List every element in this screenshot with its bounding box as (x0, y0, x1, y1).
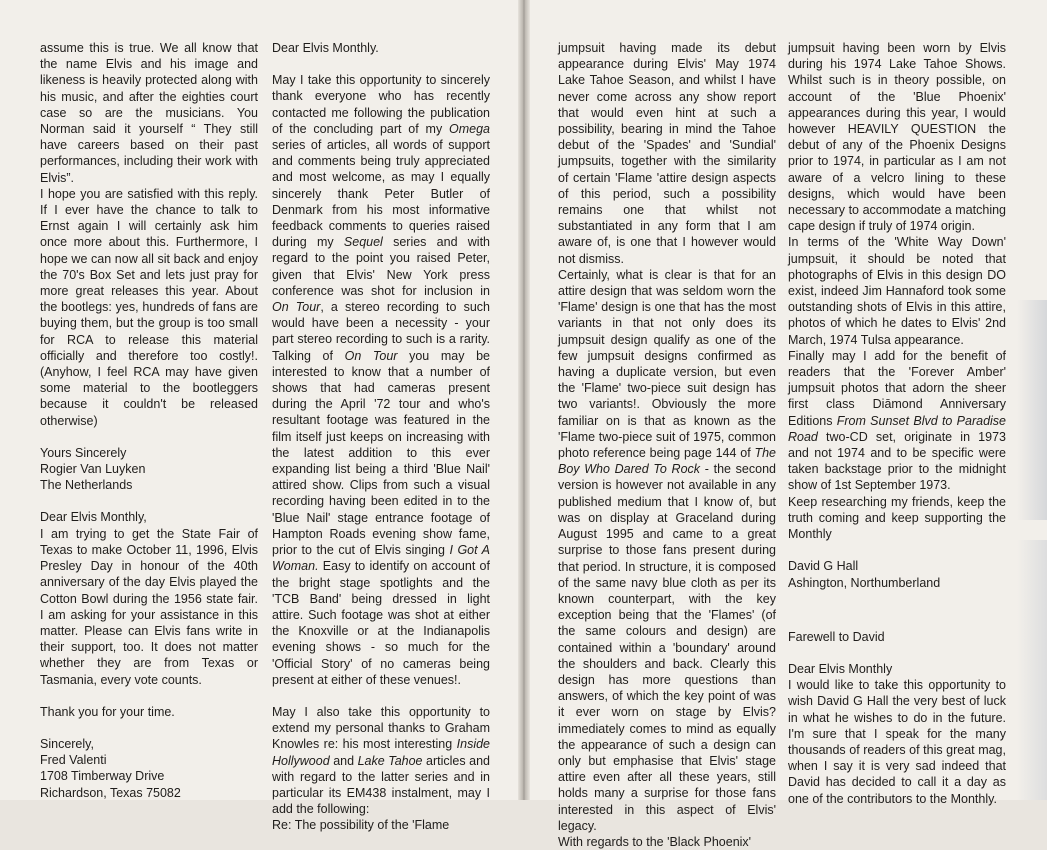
text-run: May I take this opportunity to sincerely thank everyone who has recently contacted me following the publication of the concluding part of my (272, 73, 490, 136)
text-run: articles and with regard to the latter series and in particular its EM438 instalment, may I add the following: (272, 753, 490, 817)
signature-line: Yours Sincerely (40, 445, 127, 460)
italic-title: The Boy Who Dared To Rock (558, 446, 776, 477)
show-through-image (1017, 540, 1047, 800)
text-run: series and with regard to the point you raised Peter, given that Elvis' New York press conference was shot for inclusion in (272, 235, 490, 298)
column-2 (272, 40, 490, 834)
signature-line: Fred Valenti (40, 753, 107, 768)
text-run: you may be interested to know that a number of shows that had cameras present during the April '72 tour and who's resultant footage was featured in the film itself just keeps on increasing with the latest addition to this ever expanding list being a third 'Blue Nail' attired show. Clips from such a visual recording having been edited in to the 'Blue Nail' stage entrance footage of Hampton Roads evening show fame, prior to the cut of Elvis singing (272, 348, 491, 558)
letter-paragraph: I would like to take this opportunity to wish David G Hall the very best of luck in what he wishes to do in the future. I'm sure that I speak for the many thousands of readers of this great mag, when I say it is very sad indeed that David has decided to call it a day as one of the contributors to the Monthly. (788, 678, 1006, 806)
section-heading: Farewell to David (788, 629, 885, 644)
text-run: May I also take this opportunity to extend my personal thanks to Graham Knowles re: his most interesting (272, 704, 490, 752)
signature-line: Sincerely, (40, 736, 94, 751)
letter-paragraph: Thank you for your time. (40, 704, 175, 719)
italic-title: On Tour (344, 348, 398, 363)
letter-signature (788, 558, 1006, 590)
italic-title: Lake Tahoe (357, 753, 423, 768)
signature-line: The Netherlands (40, 478, 133, 493)
signature-line: Richardson, Texas 75082 (40, 785, 181, 800)
letter-greeting: Dear Elvis Monthly, (40, 510, 147, 525)
letter-paragraph: jumpsuit having been worn by Elvis during his 1974 Lake Tahoe Shows. Whilst such is in theory possible, on account of the 'Blue Phoenix' appearances during this year, I would however HEAVILY QUESTION the debut of any of the Phoenix Designs prior to 1974, in particular as I am not aware of a velcro lining to these designs, which would have been necessary to accommodate a matching cape design if truly of 1974 origin. (788, 41, 1006, 234)
letter-paragraph (272, 72, 490, 688)
letter-paragraph (272, 704, 490, 817)
text-run: and (329, 753, 358, 768)
column-1 (40, 40, 258, 817)
letter-paragraph: assume this is true. We all know that the name Elvis and his image and likeness is heavily protected along with his music, and after the eighties court case so are the musicians. You Norman said it yourself “ They still have careers based on their past performances, including their work with Elvis”. (40, 41, 258, 185)
signature-line: Rogier Van Luyken (40, 462, 146, 477)
text-run: Finally may I add for the benefit of readers that the 'Forever Amber' jumpsuit photos that adorn the sheer first class Diāmond Anniversary Editions (788, 348, 1006, 428)
italic-title: From Sunset Blvd to Paradise Road (788, 413, 1006, 444)
letter-signature (40, 736, 258, 801)
text-run: Easy to identify on account of the bright stage spotlights and the 'TCB Band' being dressed in light attire. Such footage was shot at either the Knoxville or at the Indianapolis evening shows - so much for the 'Official Story' of no cameras being present at either of these venues!. (272, 559, 490, 687)
signature-line: David G Hall (788, 559, 859, 574)
text-run: series of articles, all words of support and comments being truly appreciated and most welcome, as may I equally sincerely thank Peter Butler of Denmark from his most informative feedback comments to queries raised during my (272, 138, 490, 250)
column-3 (558, 40, 776, 850)
italic-title: Sequel (343, 235, 383, 250)
text-run: - the second version is however not available in any published medium that I know of, but was on display at Graceland during August 1995 and came to a great surprise to those fans present during that period. In structure, it is composed of the same navy blue cloth as per its known counterpart, with the key exception being that the 'Flames' (of the same colours and design) are contained within a 'boundary' around the shoulders and back. Clearly this design has more questions than answers, of which the key point of was it ever worn on stage by Elvis? immediately comes to mind as equally the appearance of such a design can only but emphasise that Elvis' stage attire even after all these years, still holds many a surprise for those fans interested in this aspect of Elvis' legacy. (558, 462, 776, 833)
italic-title: I Got A Woman. (272, 543, 490, 574)
letter-paragraph: In terms of the 'White Way Down' jumpsuit, it should be noted that photographs of Elvis in this design DO exist, indeed Jim Hannaford took some outstanding shots of Elvis in this attire, photos of which he dates to Elvis' 2nd March, 1974 Tulsa appearance. (788, 235, 1006, 347)
letter-paragraph: Re: The possibility of the 'Flame (272, 818, 450, 833)
italic-title: Omega (449, 121, 490, 136)
letter-paragraph: With regards to the 'Black Phoenix' (558, 834, 752, 849)
text-run: two-CD set, originate in 1973 and not 1974 and to be specific were taken backstage prior to the midnight show of 1st September 1973. (788, 429, 1006, 493)
text-run: , a stereo recording to such would have been a necessity - your part stereo recording to such is a rarity. Talking of (272, 300, 490, 363)
italic-title: Inside Hollywood (272, 737, 490, 768)
letter-greeting: Dear Elvis Monthly. (272, 41, 379, 55)
letter-paragraph (558, 267, 776, 834)
letter-paragraph: jumpsuit having made its debut appearance during Elvis' May 1974 Lake Tahoe Season, and whilst I have never come across any show report that would even hint at such a possibility, bearing in mind the Tahoe debut of the 'Spades' and 'Sundial' jumpsuits, together with the similarity of certain 'Flame 'attire design aspects of this period, such a possibility remains one that whilst not substantiated in any form that I am aware of, is one that I however would not dismiss. (558, 41, 776, 266)
signature-line: 1708 Timberway Drive (40, 769, 165, 784)
text-run: Certainly, what is clear is that for an attire design that was seldom worn the 'Flame' design is one that has the most variants in that not only does its jumpsuit design qualify as one of the few jumpsuit designs confirmed as having a duplicate version, but even the 'Flame' two-piece suit design has two variants!. Obviously the more familiar on is that as known as the 'Flame two-piece suit of 1975, common photo reference being page 144 of (558, 267, 776, 461)
letter-paragraph: I am trying to get the State Fair of Texas to make October 11, 1996, Elvis Presley Day in honour of the 40th anniversary of the day Elvis played the Cotton Bowl during the 1956 state fair. I am asking for your assistance in this matter. Please can Elvis fans write in their support, too. It does not matter whether they are from Texas or Tasmania, every vote counts. (40, 526, 258, 687)
letter-paragraph (788, 348, 1006, 494)
letter-greeting: Dear Elvis Monthly (788, 661, 893, 676)
signature-line: Ashington, Northumberland (788, 575, 941, 590)
show-through-image (1017, 300, 1047, 520)
letter-signature (40, 445, 258, 494)
italic-title: On Tour (272, 300, 321, 315)
letter-paragraph: I hope you are satisfied with this reply. If I ever have the chance to talk to Ernst again I will certainly ask him once more about this. Furthermore, I hope we can now all sit back and enjoy the 70's Box Set and lets just pray for more great releases this year. About the bootlegs: yes, hundreds of fans are buying them, but the group is too small for RCA to release this material officially and therefore too costly!. (Anyhow, I feel RCA may have given some material to the bootleggers because it couldn't be released otherwise) (40, 186, 258, 428)
letter-body (40, 509, 258, 687)
letter-paragraph: Keep researching my friends, keep the truth coming and keep supporting the Monthly (788, 494, 1006, 542)
column-4 (788, 40, 1006, 807)
page-gutter (518, 0, 530, 800)
